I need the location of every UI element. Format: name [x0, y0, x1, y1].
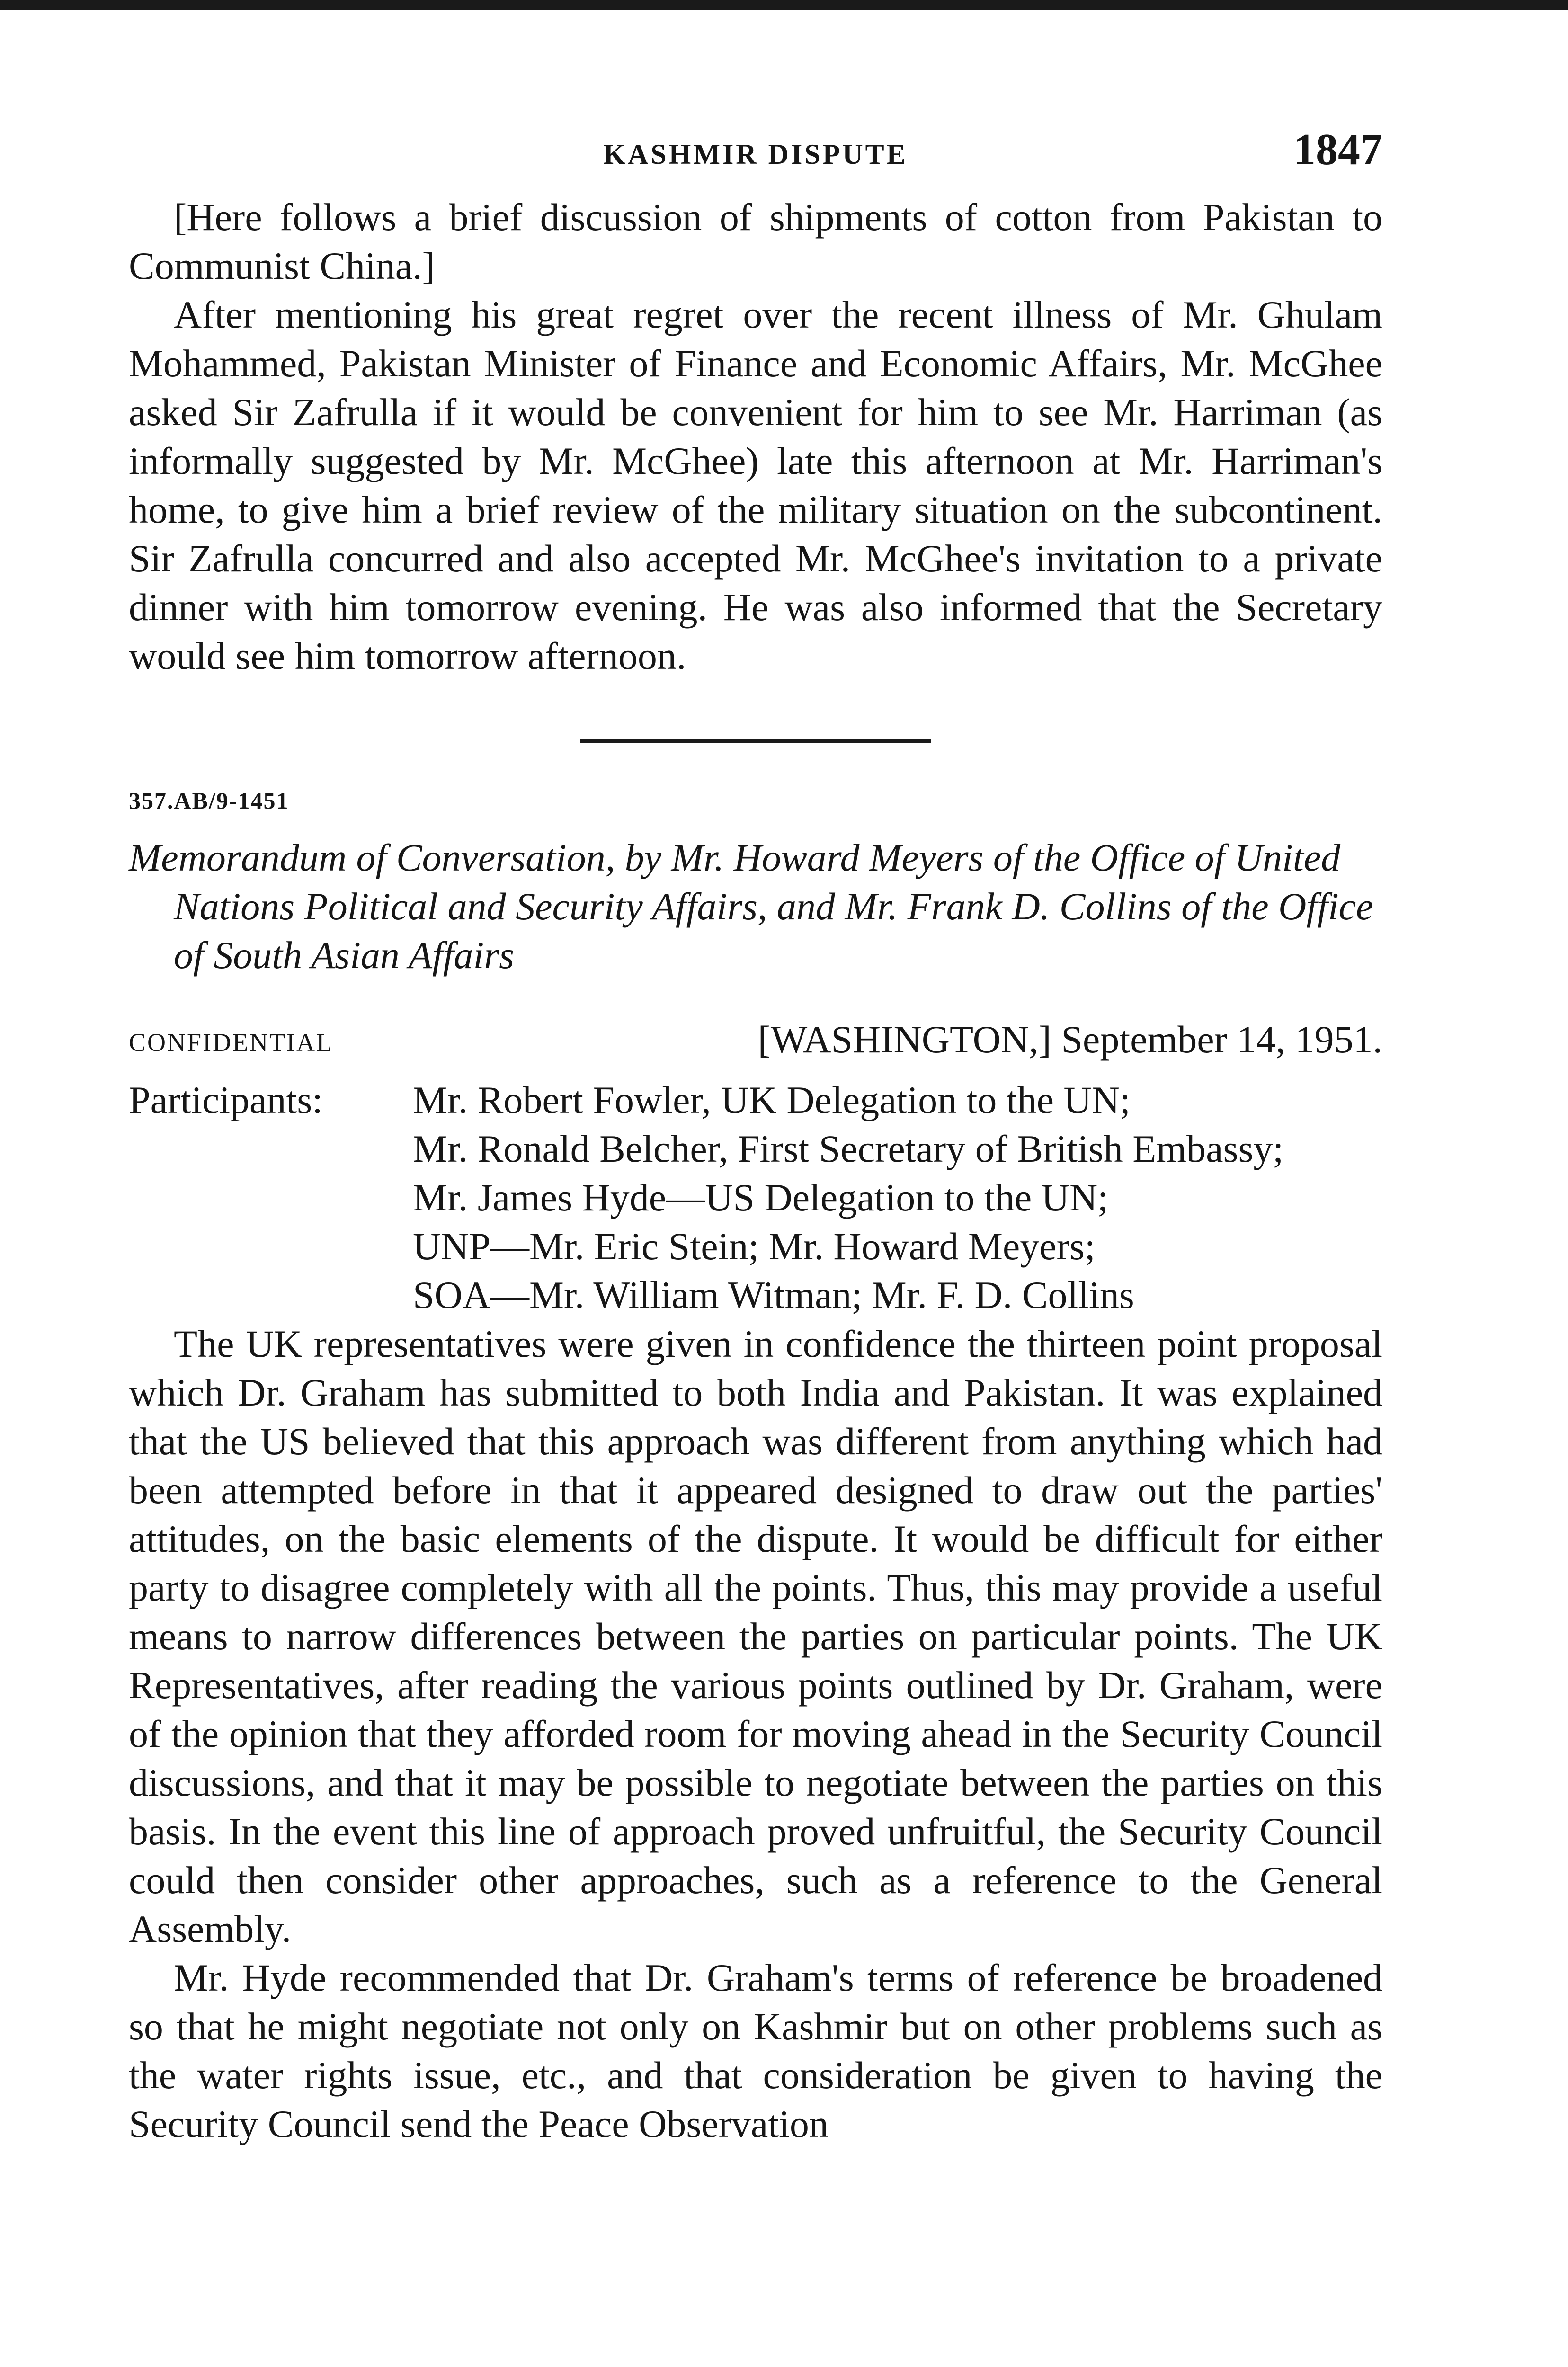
paragraph-hyde-recommendation: Mr. Hyde recommended that Dr. Graham's terms of reference be broadened so that he might negotiate not only on Kashmir but on other problems such as the water rights issue, etc., and that consideration be given to having the Security Council send the Peace Observation — [129, 1956, 1382, 2145]
memorandum-title: Memorandum of Conversation, by Mr. Howard Meyers of the Office of United Nations Political and Security Affairs, and Mr. Frank D. Collins of the Office of South Asian Affairs — [129, 836, 1373, 977]
paragraph-editorial-note: [Here follows a brief discussion of shipments of cotton from Pakistan to Communist China.] — [129, 196, 1382, 287]
document-file-number: 357.AB/9-1451 — [129, 787, 289, 814]
paragraph-mcghee-zafrulla: After mentioning his great regret over the recent illness of Mr. Ghulam Mohammed, Pakistan Minister of Finance and Economic Affairs, Mr. McGhee asked Sir Zafrulla if it would be convenient for him to see Mr. Harriman (as informally suggested by Mr. McGhee) late this afternoon at Mr. Harriman's home, to give him a brief review of the military situation on the subcontinent. Sir Zafrulla concurred and also accepted Mr. McGhee's invitation to a private dinner with him tomorrow evening. He was also informed that the Secretary would see him tomorrow afternoon. — [129, 293, 1382, 677]
classification-line — [129, 1017, 1382, 1066]
participant-item: Mr. Robert Fowler, UK Delegation to the UN; — [413, 1078, 1131, 1121]
document-page — [129, 124, 1382, 2148]
dateline: [WASHINGTON,] September 14, 1951. — [757, 1018, 1382, 1061]
participants-list — [413, 1076, 1382, 1319]
classification-label: CONFIDENTIAL — [129, 1028, 333, 1057]
participant-item: SOA—Mr. William Witman; Mr. F. D. Collins — [413, 1273, 1134, 1317]
running-head — [129, 124, 1382, 176]
participant-item: Mr. James Hyde—US Delegation to the UN; — [413, 1176, 1108, 1219]
section-divider — [580, 739, 931, 743]
participant-item: Mr. Ronald Belcher, First Secretary of British Embassy; — [413, 1127, 1284, 1170]
participant-item: UNP—Mr. Eric Stein; Mr. Howard Meyers; — [413, 1225, 1096, 1268]
participants-block — [129, 1076, 1382, 1319]
participants-label: Participants: — [129, 1078, 323, 1121]
top-edge-rule — [0, 0, 1568, 10]
running-title: KASHMIR DISPUTE — [603, 139, 908, 170]
page-number: 1847 — [1293, 125, 1382, 174]
paragraph-uk-representatives: The UK representatives were given in confidence the thirteen point proposal which Dr. Graham has submitted to both India and Pakistan. It was explained that the US believed that this approach was different from anything which had been attempted before in that it appeared designed to draw out the parties' attitudes, on the basic elements of the dispute. It would be difficult for either party to disagree completely with all the points. Thus, this may provide a useful means to narrow differences between the parties on particular points. The UK Representatives, after reading the various points outlined by Dr. Graham, were of the opinion that they afforded room for moving ahead in the Security Council discussions, and that it may be possible to negotiate between the parties on this basis. In the event this line of approach proved unfruitful, the Security Council could then consider other approaches, such as a reference to the General Assembly. — [129, 1322, 1382, 1950]
